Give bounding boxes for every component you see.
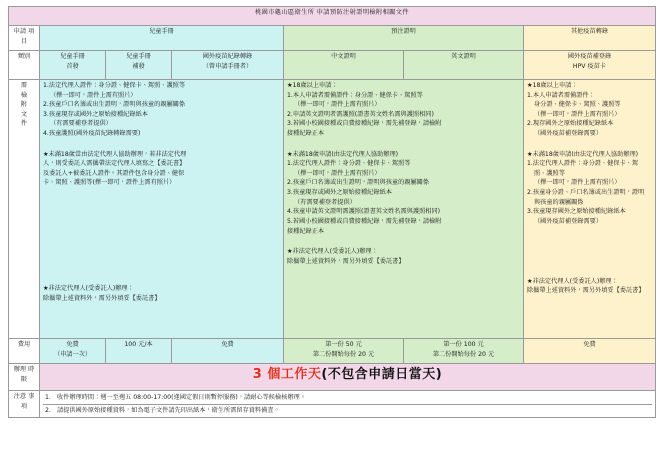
category-overseas-supplement-hpv xyxy=(524,51,656,80)
doc-line: 2.孩童身分證、戶口名簿或出生證明，證明 xyxy=(527,189,645,197)
spacer xyxy=(287,240,520,247)
category-line2: HPV 疫苗卡 xyxy=(572,62,607,70)
doc-line: ★未滿18歲當由法定代理人協助辦理，若非法定代理 xyxy=(43,150,187,158)
doc-line: 除攜帶上述資料外，需另外填妥【委託書】 xyxy=(287,257,405,265)
row-label-fee: 費用 xyxy=(9,339,40,364)
doc-line: ★非法定代理人(受委託人)辦理： xyxy=(43,285,134,293)
fee-line2: 第二份開始每份 20 元 xyxy=(312,350,375,358)
doc-line: 除攜帶上述資料外，需另外填妥【委託書】 xyxy=(43,294,161,302)
row-label-line1: 辦理 xyxy=(13,366,27,373)
doc-line: 5.若國小校園接種或自費接種紀錄，需先補登錄，請檢附 xyxy=(287,217,442,225)
row-label-char: 附 xyxy=(20,101,28,109)
doc-line: （擇一即可，證件上需有照片） xyxy=(534,110,621,118)
row-label-line1: 注意 xyxy=(13,393,27,400)
category-header-row xyxy=(9,51,656,80)
group-header-child-booklet: 兒童手冊 xyxy=(40,26,284,51)
doc-line: （有需要補登者提供） xyxy=(294,198,356,206)
doc-line: （擇一即可，證件上需有照片） xyxy=(534,179,621,187)
fee-line1: 100 元/本 xyxy=(124,341,153,348)
doc-line: 1.法定代理人證件：身分證、健保卡、駕 xyxy=(527,160,639,168)
doc-line: ★非法定代理人(受委託人)辦理： xyxy=(287,248,378,256)
documents-block-proxy xyxy=(43,284,280,303)
fee-chinese-certificate xyxy=(284,339,404,364)
doc-line: （國外疫苗補登錄需要） xyxy=(534,130,603,138)
category-chinese-certificate xyxy=(284,51,404,80)
category-line1: 國外疫苗補登錄 xyxy=(567,53,612,60)
fee-line1: 第一份 50 元 xyxy=(325,341,362,348)
processing-time-value xyxy=(40,364,656,391)
category-line2: 首發 xyxy=(66,62,79,70)
doc-line: 接種紀錄正本 xyxy=(287,130,325,138)
note-number: 1. xyxy=(45,394,51,401)
row-label-line2: 事項 xyxy=(20,393,35,410)
doc-line: 卡、駕照、護照等(擇一即可，證件上需有照片） xyxy=(43,179,176,187)
document-title: 桃園市龜山區衛生所 申請預防注射證明檢附相關文件 xyxy=(9,7,656,26)
doc-line: 3.孩童現存或國外之原始接種紀錄紙本 xyxy=(287,189,392,197)
doc-line: ★未滿18歲申請(由法定代理人協助辦理) xyxy=(527,150,639,158)
fee-line2: 第二份開始每份 20 元 xyxy=(432,350,495,358)
documents-block-general xyxy=(43,81,280,139)
doc-line: （擇一即可，證件上需有照片） xyxy=(294,101,381,109)
category-english-certificate xyxy=(404,51,524,80)
doc-line: 1.本人申請者需備證件： xyxy=(527,91,595,99)
documents-block-over18 xyxy=(527,81,652,139)
documents-block-under18 xyxy=(527,150,652,227)
category-line1: 兒童手冊 xyxy=(60,53,85,60)
processing-time-note: (不包含申請日當天) xyxy=(321,367,443,382)
category-child-reissue xyxy=(106,51,172,80)
fee-line1: 免費 xyxy=(66,341,79,348)
fee-line1: 免費 xyxy=(221,341,234,348)
documents-block-proxy xyxy=(527,277,652,296)
row-label-processing-time xyxy=(9,364,40,391)
fee-line1: 免費 xyxy=(583,341,596,348)
spacer xyxy=(287,143,520,150)
required-documents-row xyxy=(9,80,656,339)
documents-block-over18 xyxy=(287,81,520,139)
doc-line: 1.法定代理人證件：身分證、健保卡、駕照等 xyxy=(287,160,411,168)
row-label-char: 需 xyxy=(20,82,28,89)
doc-line: 2.現存國外之原始接種紀錄紙本 xyxy=(527,120,614,128)
row-label-item xyxy=(9,26,40,51)
category-overseas-record-transfer xyxy=(172,51,284,80)
notes-content xyxy=(40,391,656,418)
documents-block-under18 xyxy=(287,150,520,236)
note-item xyxy=(43,392,652,404)
doc-line: 3.若國小校園接種或自費接種紀錄，需先補登錄，請檢附 xyxy=(287,120,442,128)
doc-line: 3.孩童現存國外之原始接種紀錄紙本 xyxy=(527,208,626,216)
doc-line: 2.孩童戶口名簿或出生證明，證明與孩童的親屬關係 xyxy=(43,101,186,109)
fee-child-reissue xyxy=(106,339,172,364)
fee-row xyxy=(9,339,656,364)
spacer xyxy=(43,143,280,150)
doc-line: 與孩童的親屬關係 xyxy=(534,198,584,206)
category-line1: 兒童手冊 xyxy=(126,53,151,60)
category-line2: 補發 xyxy=(132,62,145,70)
title-row xyxy=(9,7,656,26)
doc-line: 2.孩童戶口名簿或出生證明，證明與孩童的親屬關係 xyxy=(287,179,430,187)
doc-line: 及委託人+被委託人證件。其證件包含身分證、健保 xyxy=(43,169,185,177)
fee-english-certificate xyxy=(404,339,524,364)
doc-line: 4.孩童申請英文證明需護照(證書英文姓名需與護照相同) xyxy=(287,208,441,216)
processing-time-days: 3 個工作天 xyxy=(252,367,322,382)
row-label-item-line1: 申請 xyxy=(13,28,27,35)
doc-line: ★未滿18歲申請(由法定代理人協助辦理) xyxy=(287,150,399,158)
doc-line: ★18歲以上申請： xyxy=(287,82,338,89)
fee-overseas-supplement-hpv xyxy=(524,339,656,364)
category-line1: 中文證明 xyxy=(331,53,356,60)
row-label-char: 件 xyxy=(20,120,28,128)
doc-line: ★非法定代理人(受委託人)辦理： xyxy=(527,277,618,285)
processing-time-row xyxy=(9,364,656,391)
doc-line: ★18歲以上申請： xyxy=(527,82,578,89)
doc-line: 1.本人申請者需備證件：身分證、健保卡、駕照等 xyxy=(287,91,423,99)
doc-line: 接種紀錄正本 xyxy=(287,227,325,235)
category-line1: 國外疫苗紀錄轉錄 xyxy=(202,53,253,60)
doc-line: （有需要補登者提供） xyxy=(50,120,112,128)
fee-overseas-record-transfer xyxy=(172,339,284,364)
spacer xyxy=(527,231,652,277)
fee-line2: （申請一次） xyxy=(53,350,92,358)
documents-child-booklet xyxy=(40,80,284,339)
spacer xyxy=(527,143,652,150)
note-number: 2. xyxy=(45,406,51,414)
documents-other-transfer xyxy=(524,80,656,339)
row-label-char: 檢 xyxy=(20,91,28,99)
row-label-item-line2: 項目 xyxy=(20,28,35,45)
doc-line: 照、護照等 xyxy=(534,169,565,177)
doc-line: （國外疫苗補登錄需要） xyxy=(534,217,603,225)
category-line2: （曾申請手冊者） xyxy=(202,62,253,70)
doc-line: 2.申請英文證明者需護照(證書英文姓名需與護照相同) xyxy=(287,110,434,118)
group-header-other-transfer: 其他疫苗轉錄 xyxy=(524,26,656,51)
note-item xyxy=(43,404,652,417)
doc-line: 3.孩童現存或國外之原始接種紀錄紙本 xyxy=(43,110,148,118)
row-label-category: 類別 xyxy=(9,51,40,80)
row-label-char: 文 xyxy=(20,110,28,118)
row-label-required-documents xyxy=(9,80,40,339)
category-line1: 英文證明 xyxy=(451,53,476,60)
notes-row xyxy=(9,391,656,418)
category-child-first-issue xyxy=(40,51,106,80)
doc-line: 1.法定代理人證件：身分證、健保卡、駕照、護照等 xyxy=(43,82,186,89)
fee-child-first-issue xyxy=(40,339,106,364)
documents-pre-cert xyxy=(284,80,524,339)
fee-line1: 第一份 100 元 xyxy=(443,341,484,348)
requirements-table xyxy=(8,6,656,418)
doc-line: 除攜帶上述資料外，需另外填妥【委託書】 xyxy=(527,287,645,295)
row-label-line2: 時限 xyxy=(20,366,35,383)
group-header-row xyxy=(9,26,656,51)
doc-line: 人，則受委託人需攜帶法定代理人填寫之【委託書】 xyxy=(43,160,186,168)
documents-block-under18 xyxy=(43,150,280,188)
row-label-notes xyxy=(9,391,40,418)
note-text: 請提供國外原始接種資料，如為電子文件請先印出紙本，衛生所需留存資料備查。 xyxy=(57,406,280,414)
doc-line: 身分證、健保卡、駕照、護照等 xyxy=(534,101,621,109)
spacer xyxy=(43,192,280,284)
group-header-pre-cert: 預注證明 xyxy=(284,26,524,51)
doc-line: （擇一即可，證件上需有照片） xyxy=(294,169,381,177)
documents-block-proxy xyxy=(287,247,520,266)
doc-line: （擇一即可，證件上需有照片） xyxy=(50,91,137,99)
note-text: 收件辦理時間：週一至週五 08:00-17:00(逢國定假日則暫停服務)，請耐心等候檢核辦理。 xyxy=(57,394,306,401)
doc-line: 4.孩童護照(國外疫苗紀錄轉錄需要) xyxy=(43,130,141,138)
